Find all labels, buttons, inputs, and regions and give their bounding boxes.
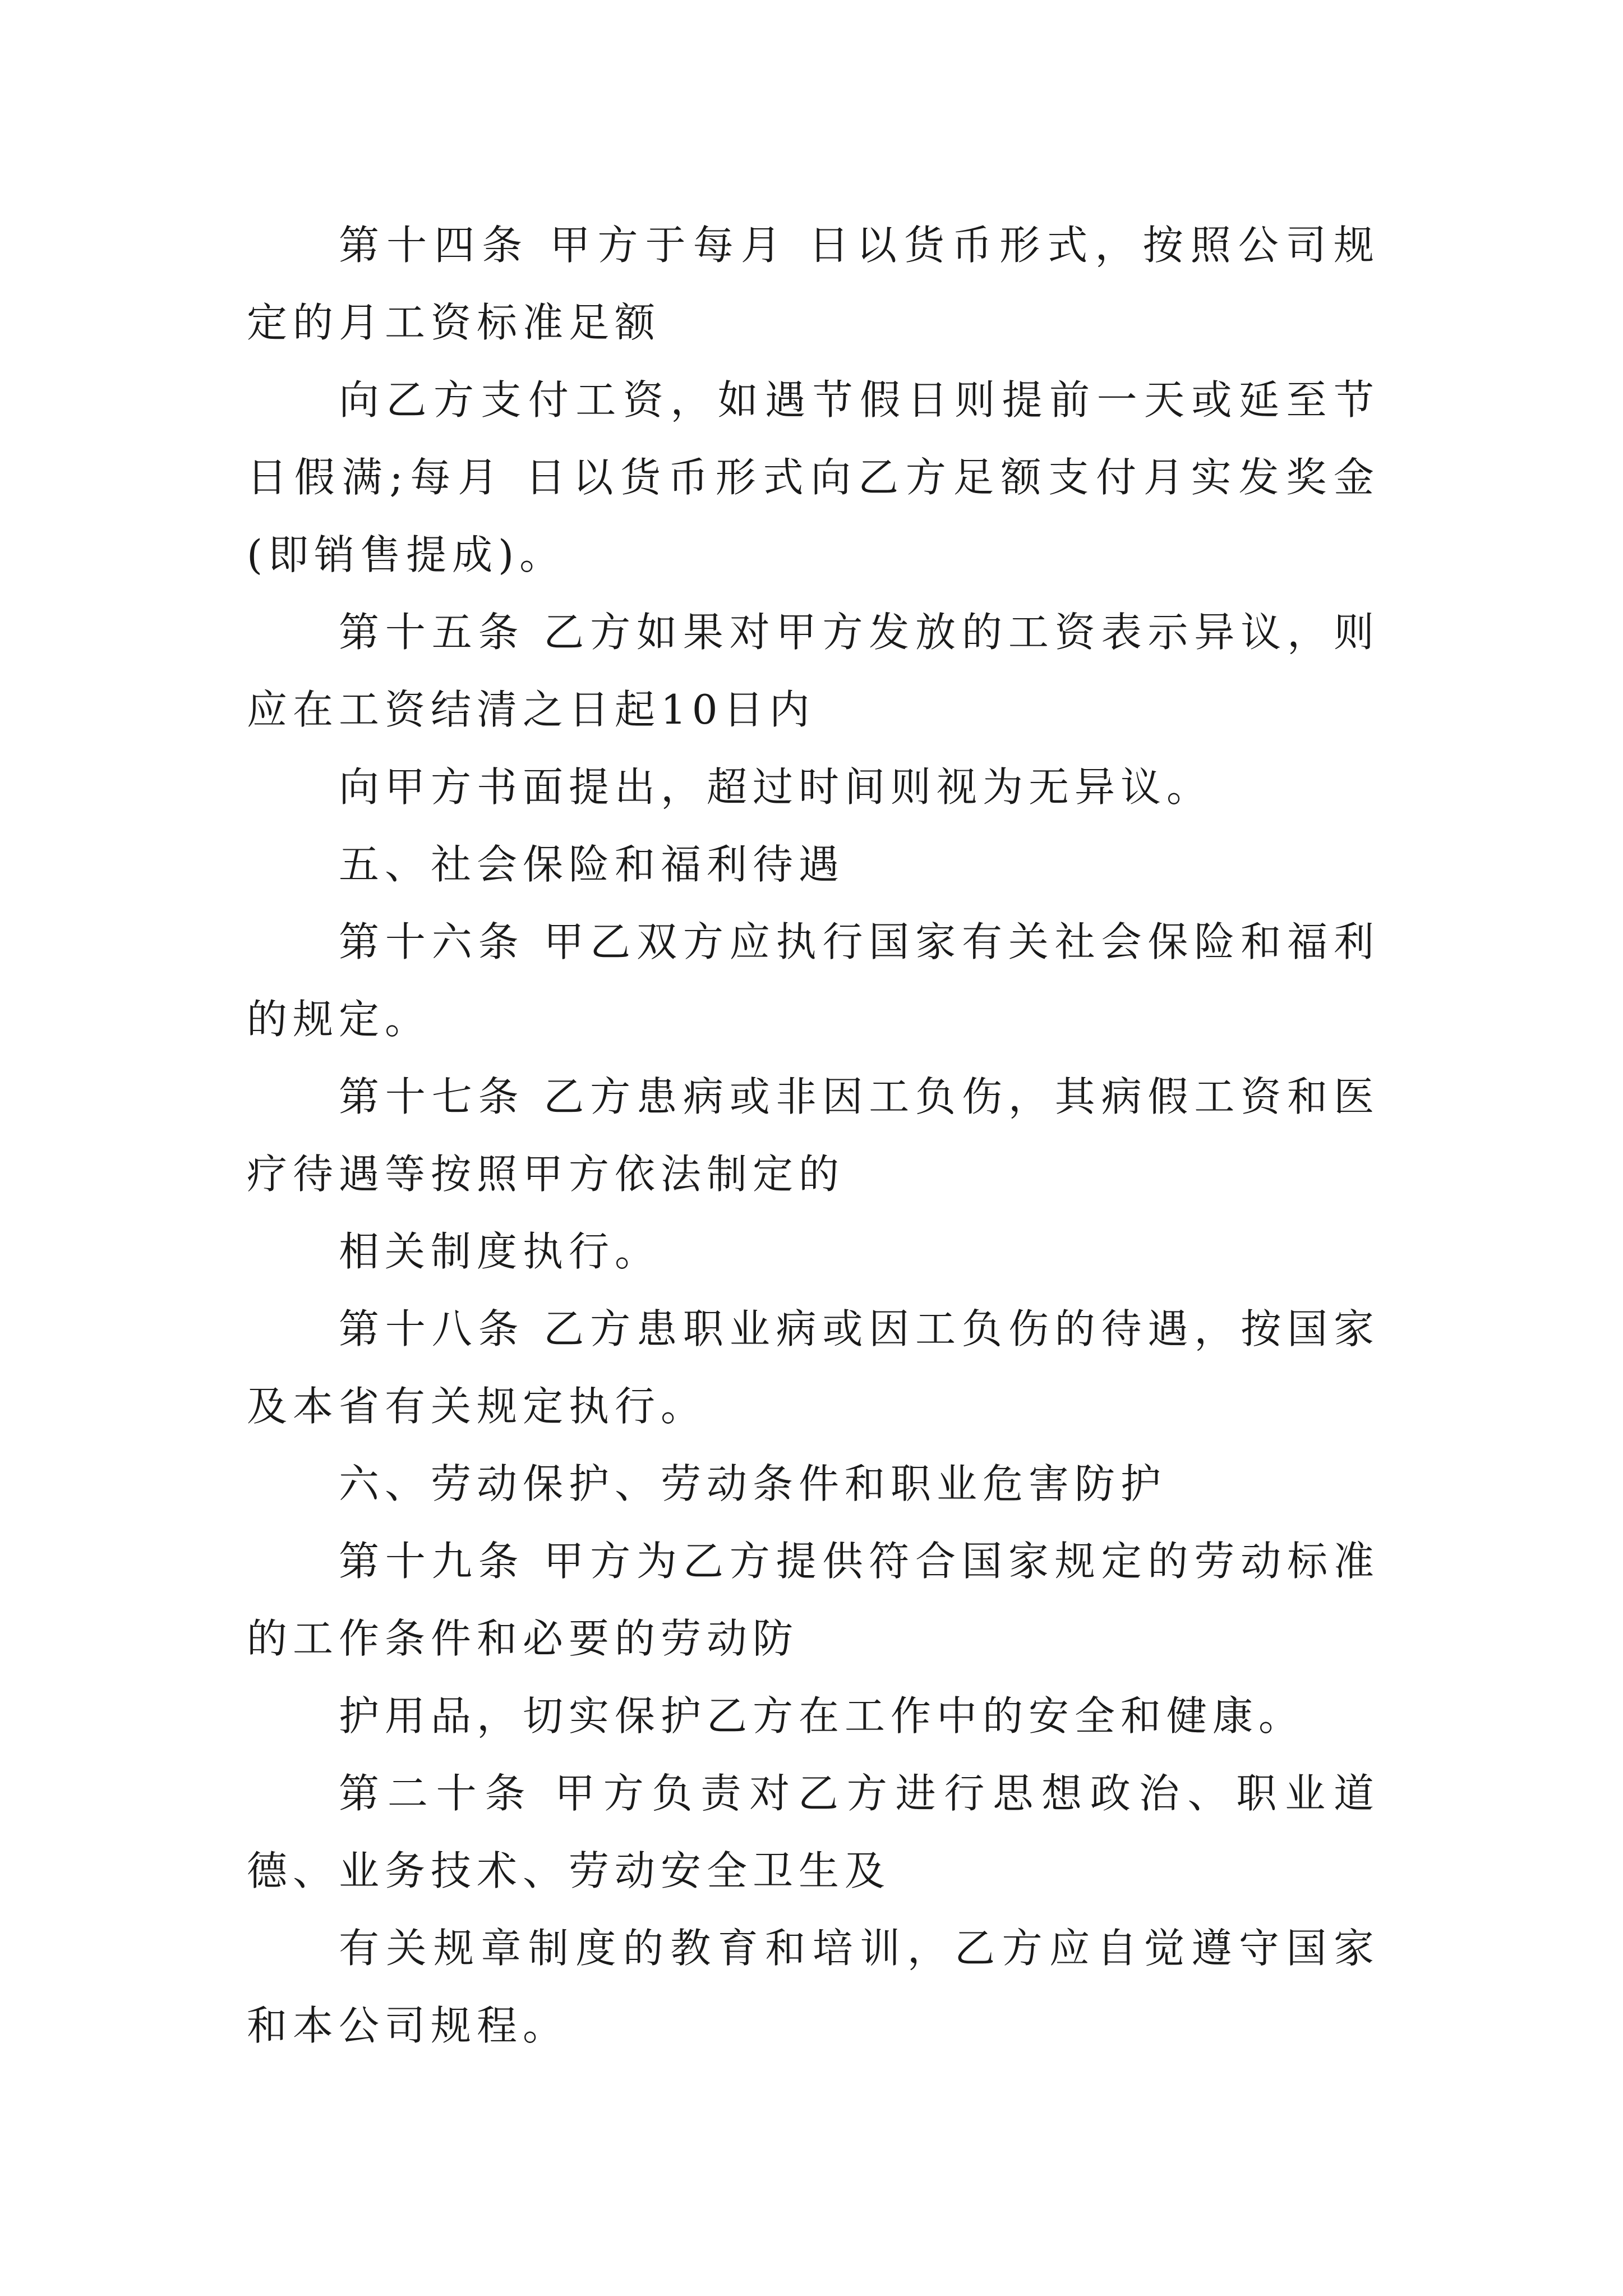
paragraph-article-15-continued: 向甲方书面提出，超过时间则视为无异议。 [339, 763, 1213, 811]
paragraph-article-17: 第十七条 乙方患病或非因工负伤，其病假工资和医疗待遇等按照甲方依法制定的 [247, 1073, 1380, 1198]
paragraph-article-17-continued: 相关制度执行。 [339, 1228, 661, 1275]
paragraph-article-19-continued: 护用品，切实保护乙方在工作中的安全和健康。 [339, 1692, 1305, 1740]
paragraph-article-16: 第十六条 甲乙双方应执行国家有关社会保险和福利的规定。 [247, 918, 1380, 1043]
section-heading-labor-protection: 六、劳动保护、劳动条件和职业危害防护 [339, 1460, 1167, 1507]
contract-body [247, 206, 1380, 2064]
paragraph-article-14-continued: 向乙方支付工资，如遇节假日则提前一天或延至节日假满;每月 日以货币形式向乙方足额支付月实发奖金(即销售提成)。 [247, 376, 1380, 578]
paragraph-article-18: 第十八条 乙方患职业病或因工负伤的待遇，按国家及本省有关规定执行。 [247, 1305, 1380, 1430]
paragraph-article-20: 第二十条 甲方负责对乙方进行思想政治、职业道德、业务技术、劳动安全卫生及 [247, 1770, 1380, 1894]
paragraph-article-19: 第十九条 甲方为乙方提供符合国家规定的劳动标准的工作条件和必要的劳动防 [247, 1538, 1380, 1662]
paragraph-article-20-continued: 有关规章制度的教育和培训，乙方应自觉遵守国家和本公司规程。 [247, 1925, 1380, 2049]
paragraph-article-15: 第十五条 乙方如果对甲方发放的工资表示异议，则应在工资结清之日起10日内 [247, 609, 1380, 733]
paragraph-article-14: 第十四条 甲方于每月 日以货币形式，按照公司规定的月工资标准足额 [247, 222, 1380, 346]
section-heading-social-insurance: 五、社会保险和福利待遇 [339, 841, 845, 888]
